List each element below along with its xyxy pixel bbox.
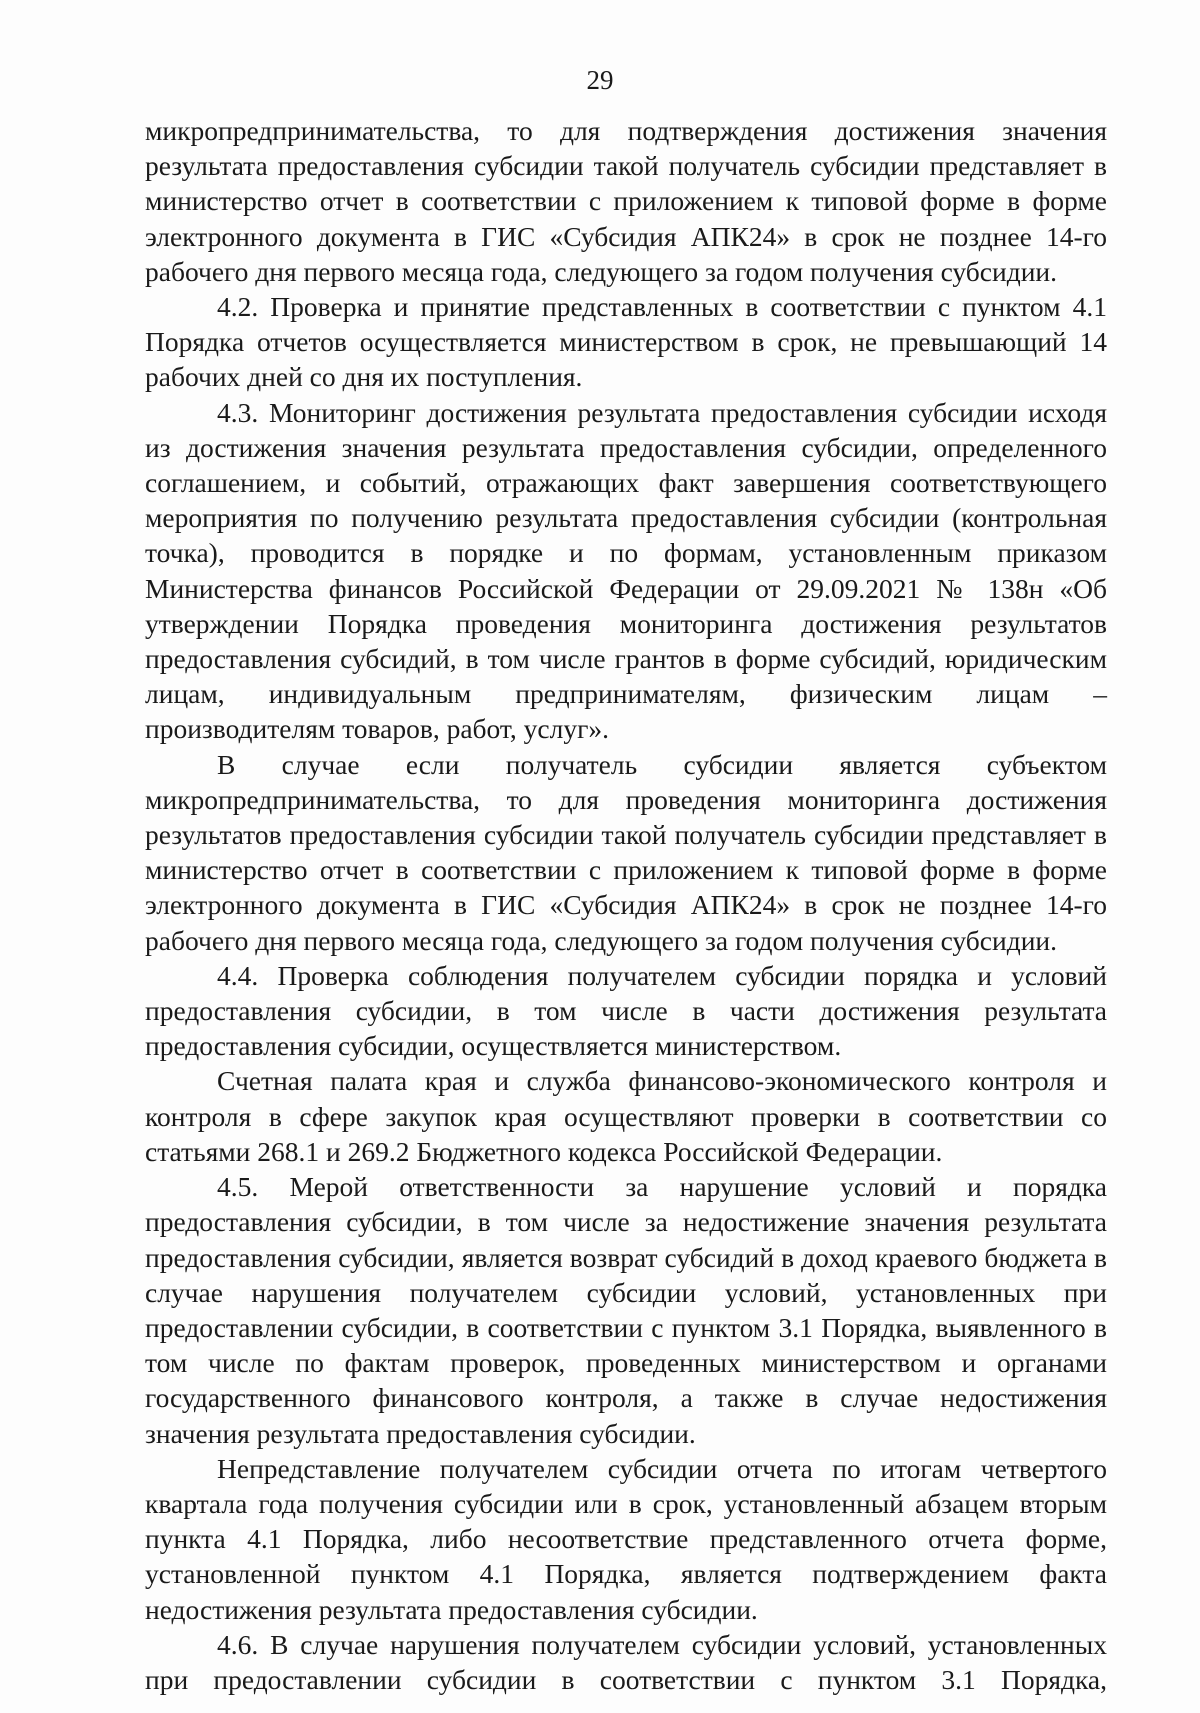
- paragraph-4-4: 4.4. Проверка соблюдения получателем субсидии порядка и условий предоставления субсидии, в том числе в части достижения результата предоставления субсидии, осуществляется министерством.: [145, 959, 1107, 1062]
- paragraph-continuation: микропредпринимательства, то для подтверждения достижения значения результата предоставления субсидии такой получатель субсидии представляет в министерство отчет в соответствии с приложением к типовой форме в форме электронного документа в ГИС «Субсидия АПК24» в срок не позднее 14-го рабочего дня первого месяца года, следующего за годом получения субсидии.: [145, 115, 1107, 287]
- paragraph-4-3-microenterprise: В случае если получатель субсидии является субъектом микропредпринимательства, то для проведения мониторинга достижения результатов предоставления субсидии такой получатель субсидии представляет в министерство отчет в соответствии с приложением к типовой форме в форме электронного документа в ГИС «Субсидия АПК24» в срок не позднее 14-го рабочего дня первого месяца года, следующего за годом получения субсидии.: [145, 748, 1107, 956]
- paragraph-4-6: 4.6. В случае нарушения получателем субсидии условий, установленных при предоставлении субсидии в соответствии с пунктом 3.1 Порядка,: [145, 1628, 1107, 1695]
- paragraph-4-2: 4.2. Проверка и принятие представленных в соответствии с пунктом 4.1 Порядка отчетов осуществляется министерством в срок, не превышающий 14 рабочих дней со дня их поступления.: [145, 291, 1107, 393]
- page-number: 29: [586, 65, 614, 95]
- document-body: [145, 113, 1107, 1697]
- paragraph-4-5-report: Непредставление получателем субсидии отчета по итогам четвертого квартала года получения субсидии или в срок, установленный абзацем вторым пункта 4.1 Порядка, либо несоответствие представленного отчета форме, установленной пунктом 4.1 Порядка, является подтверждением факта недостижения результата предоставления субсидии.: [145, 1452, 1107, 1625]
- paragraph-4-5: 4.5. Мерой ответственности за нарушение условий и порядка предоставления субсидии, в том числе за недостижение значения результата предоставления субсидии, является возврат субсидий в доход краевого бюджета в случае нарушения получателем субсидии условий, установленных при предоставлении субсидии, в соответствии с пунктом 3.1 Порядка, выявленного в том числе по фактам проверок, проведенных министерством и органами государственного финансового контроля, а также в случае недостижения значения результата предоставления субсидии.: [145, 1171, 1107, 1449]
- paragraph-4-3: 4.3. Мониторинг достижения результата предоставления субсидии исходя из достижения значения результата предоставления субсидии, определенного соглашением, и событий, отражающих факт завершения соответствующего мероприятия по получению результата предоставления субсидии (контрольная точка), проводится в порядке и по формам, установленным приказом Министерства финансов Российской Федерации от 29.09.2021 № 138н «Об утверждении Порядка проведения мониторинга достижения результатов предоставления субсидий, в том числе грантов в форме субсидий, юридическим лицам, индивидуальным предпринимателям, физическим лицам – производителям товаров, работ, услуг».: [145, 396, 1107, 745]
- paragraph-4-4-audit: Счетная палата края и служба финансово-экономического контроля и контроля в сфере закупок края осуществляют проверки в соответствии со статьями 268.1 и 269.2 Бюджетного кодекса Российской Федерации.: [145, 1065, 1107, 1167]
